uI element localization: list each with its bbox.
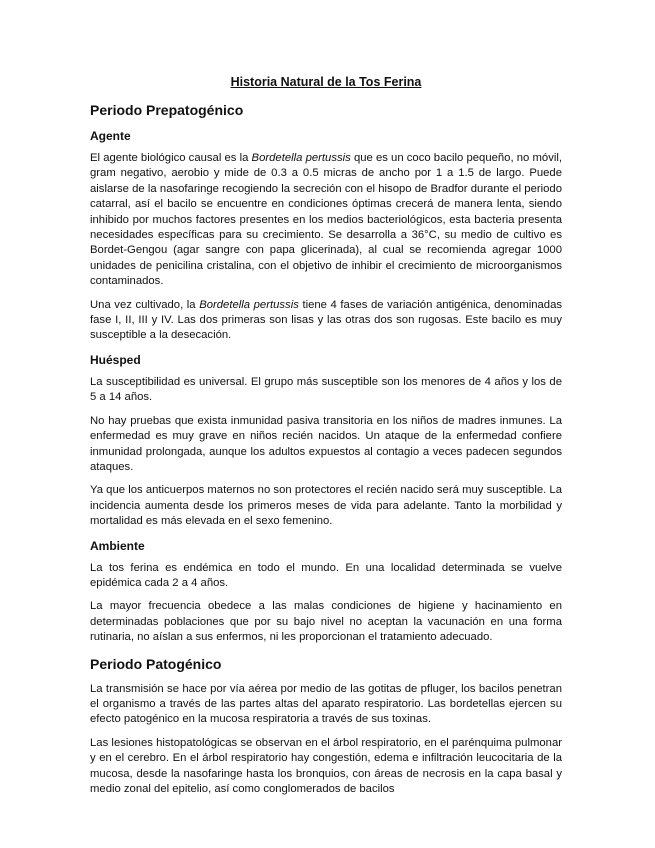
- subheading-ambiente: Ambiente: [90, 538, 145, 553]
- ambiente-paragraph-2: La mayor frecuencia obedece a las malas condiciones de higiene y hacinamiento en determinadas poblaciones que por su bajo nivel no aceptan la vacunación en una forma rutinaria, no aíslan a sus enfermos, ni les proporcionan el tratamiento adecuado.: [90, 600, 562, 644]
- agente-paragraph-1: [90, 151, 562, 290]
- patogenico-paragraph-1: La transmisión se hace por vía aérea por medio de las gotitas de pfluger, los bacilos penetran el organismo a través de las partes altas del aparato respiratorio. Las bordetellas ejercen su efecto patogénico en la mucosa respiratoria a través de sus toxinas.: [90, 682, 562, 726]
- text-span: tiene 4 fases de variación antigénica, denominadas fase I, II, III y IV. Las dos primeras son lisas y las otras dos son rugosas. Este bacilo es muy susceptible a la desecación.: [90, 298, 563, 342]
- patogenico-paragraph-2: Las lesiones histopatológicas se observan en el árbol respiratorio, en el parénquima pulmonar y en el cerebro. En el árbol respiratorio hay congestión, edema e infiltración leucocitaria de la mucosa, desde la nasofaringe hasta los bronquios, con áreas de necrosis en la capa basal y medio zonal del epitelio, así como conglomerados de bacilos: [90, 736, 562, 795]
- ambiente-paragraph-1: La tos ferina es endémica en todo el mundo. En una localidad determinada se vuelve epidémica cada 2 a 4 años.: [90, 561, 562, 589]
- huesped-paragraph-2: No hay pruebas que exista inmunidad pasiva transitoria en los niños de madres inmunes. La enfermedad es muy grave en niños recién nacidos. Un ataque de la enfermedad confiere inmunidad prolongada, aunque los adultos expuestos al contagio a veces padecen segundos ataques.: [90, 414, 562, 473]
- text-span: El agente biológico causal es la: [90, 152, 252, 164]
- species-name: Bordetella pertussis: [199, 298, 299, 311]
- agente-paragraph-2: [90, 298, 562, 344]
- huesped-paragraph-1: La susceptibilidad es universal. El grupo más susceptible son los menores de 4 años y los de 5 a 14 años.: [90, 375, 562, 404]
- text-span: Una vez cultivado, la: [90, 298, 200, 311]
- huesped-paragraph-3: Ya que los anticuerpos maternos no son protectores el recién nacido será muy susceptible. La incidencia aumenta desde los primeros meses de vida para adelante. Tanto la morbilidad y mortalidad es más elevada en el sexo femenino.: [90, 484, 562, 528]
- species-name: Bordetella pertussis: [251, 152, 351, 164]
- subheading-agente: Agente: [90, 129, 131, 143]
- subheading-huesped: Huésped: [90, 352, 141, 367]
- document-title: Historia Natural de la Tos Ferina: [230, 75, 422, 89]
- section-heading-patogenico: Periodo Patogénico: [90, 655, 222, 672]
- text-span: que es un coco bacilo pequeño, no móvil, gram negativo, aerobio y mide de 0.3 a 0.5 micras de ancho por 1 a 1.5 de largo. Puede aislarse de la nasofaringe recogiendo la secreción con el hisopo de Bradfor durante el periodo catarral, así el bacilo se encuentre en condiciones óptimas crecerá de manera lenta, siendo inhibido por muchos factores presentes en los medios bacteriológicos, esta bacteria presenta necesidades específicas para su crecimiento. Se desarrolla a 36°C, su medio de cultivo es Bordet-Gengou (agar sangre con papa glicerinada), al cual se recomienda agregar 1000 unidades de penicilina cristalina, con el objetivo de inhibir el crecimiento de microorganismos contaminados.: [90, 152, 562, 288]
- section-heading-prepatogenico: Periodo Prepatogénico: [90, 102, 244, 118]
- document-page: [90, 72, 562, 805]
